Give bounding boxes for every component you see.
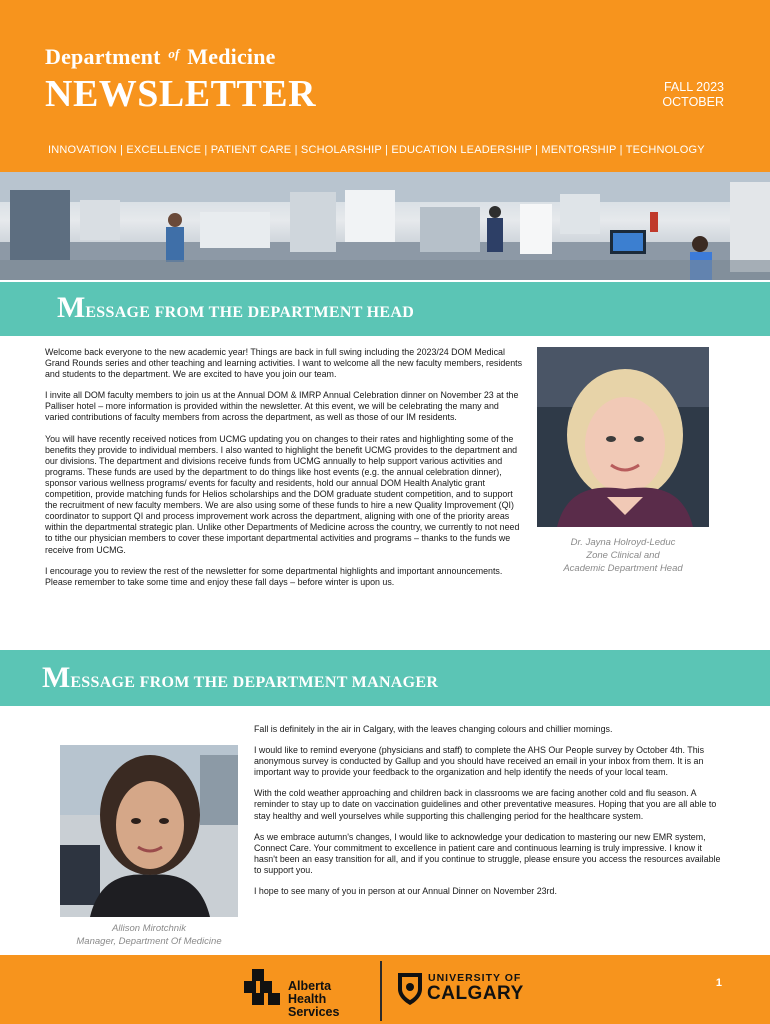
department-head-photo — [537, 347, 709, 527]
caption-line: Manager, Department Of Medicine — [76, 936, 222, 947]
department-head-caption — [537, 536, 709, 575]
manager-paragraph: Fall is definitely in the air in Calgary, with the leaves changing colours and chillier mornings. — [254, 724, 613, 734]
ahs-line: Alberta Health — [288, 979, 332, 1006]
ahs-wordmark — [288, 980, 372, 1019]
ahs-line: Services — [288, 1005, 340, 1019]
uc-line: CALGARY — [427, 983, 524, 1004]
values-line: INNOVATION | EXCELLENCE | PATIENT CARE | SCHOLARSHIP | EDUCATION LEADERSHIP | MENTORSHIP | TECHNOLOGY — [48, 144, 705, 156]
department-head-message — [45, 347, 523, 598]
department-medicine: Medicine — [187, 44, 276, 69]
footer-banner — [0, 955, 770, 1024]
department-manager-message — [254, 724, 726, 907]
header-banner — [0, 0, 770, 172]
manager-paragraph: I would like to remind everyone (physicians and staff) to complete the AHS Our People survey by October 4th. This anonymous survey is conducted by Gallup and you should have received an email in your inbox from them. It is an important way to provide your feedback to the organization and help identify the needs of your local team. — [254, 745, 705, 778]
alberta-health-services-logo — [244, 967, 372, 1019]
head-paragraph: You will have recently received notices from UCMG updating you on changes to their rates and highlighting some of the benefits they provide to individual members. I also wanted to highlight the benefit UCMG provides to the department and our divisions. The department and divisions receive funds from UCMG annually to help support various activities and programs. These funds are used by the department to do things like host events (e.g. the annual celebration dinner), sponsor various wellness programs/ events for faculty and residents, hold our annual DOM Health Analytic grant competition, provide matching funds for Helios scholarships and the DOM graduate student competition, and to support the recruitment of new faculty members. We are also using some of these funds to hire a new Quality Improvement (QI) coordinator to support QI and process improvement work across the department, aligning with one of the priority areas within the departmental strategic plan. Unlike other Departments of Medicine across the country, we currently to not need to tithe our physician members to cover these important departmental activities and programs – thanks to the funds we receive from UCMG. — [45, 433, 520, 555]
uc-line: UNIVERSITY OF — [428, 972, 522, 984]
department-manager-photo — [60, 745, 238, 917]
caption-line: Academic Department Head — [563, 563, 683, 574]
department-head-banner — [0, 282, 770, 336]
head-paragraph: I encourage you to review the rest of the newsletter for some departmental highlights and important announcements. Please remember to take some time and enjoy these fall days – before winter is upon us. — [45, 565, 503, 587]
manager-paragraph: With the cold weather approaching and children back in classrooms we are facing another cold and flu season. A reminder to stay up to date on vaccination guidelines and other preventative measures. Hoping that you are all able to stay healthy and well yourselves while supporting this challenging period for the healthcare system. — [254, 788, 717, 821]
heading-initial: M — [57, 291, 86, 324]
caption-line: Allison Mirotchnik — [112, 923, 186, 934]
caption-line: Zone Clinical and — [586, 550, 660, 561]
department-manager-heading — [42, 661, 438, 695]
issue-month: OCTOBER — [662, 95, 724, 109]
hospital-ward-photo — [0, 172, 770, 280]
issue-season: FALL 2023 — [663, 80, 724, 94]
page-number: 1 — [715, 977, 722, 989]
manager-paragraph: I hope to see many of you in person at our Annual Dinner on November 23rd. — [254, 886, 557, 897]
caption-line: Dr. Jayna Holroyd-Leduc — [570, 537, 676, 548]
newsletter-title: NEWSLETTER — [45, 73, 317, 115]
department-head-heading — [57, 291, 414, 325]
heading-initial: M — [42, 661, 71, 694]
heading-rest: ESSAGE FROM THE DEPARTMENT MANAGER — [70, 674, 439, 691]
department-title — [45, 44, 276, 70]
uc-crest-icon — [396, 971, 424, 1007]
department-manager-banner — [0, 650, 770, 706]
logo-divider — [380, 961, 382, 1021]
ahs-cross-icon — [244, 967, 284, 1011]
head-paragraph: I invite all DOM faculty members to join us at the Annual DOM & IMRP Annual Celebration dinner on November 23 at the Palliser hotel – more information is provided within the newsletter. At this event, we will be celebrating the many and varied contributions of faculty members from across the department, as well as those of our IM residents. — [45, 390, 519, 423]
manager-paragraph: As we embrace autumn's changes, I would like to acknowledge your dedication to mastering our new EMR system, Connect Care. Your commitment to excellence in patient care and continuous learning is truly impressive. I know it hasn't been an easy transition for all, and if you continue to struggle, please ensure you access the resources available to support you. — [254, 831, 721, 875]
department-word: Department — [45, 44, 161, 69]
department-of: of — [168, 46, 180, 61]
heading-rest: ESSAGE FROM THE DEPARTMENT HEAD — [85, 304, 415, 321]
department-manager-caption — [60, 922, 238, 948]
issue-date — [662, 80, 724, 110]
university-of-calgary-logo — [396, 966, 536, 1012]
head-paragraph: Welcome back everyone to the new academic year! Things are back in full swing including the 2023/24 DOM Medical Grand Rounds series and other teaching and learning activities. I want to welcome all the new faculty members, residents and students to the department. We are excited to have you join our team. — [45, 347, 523, 380]
